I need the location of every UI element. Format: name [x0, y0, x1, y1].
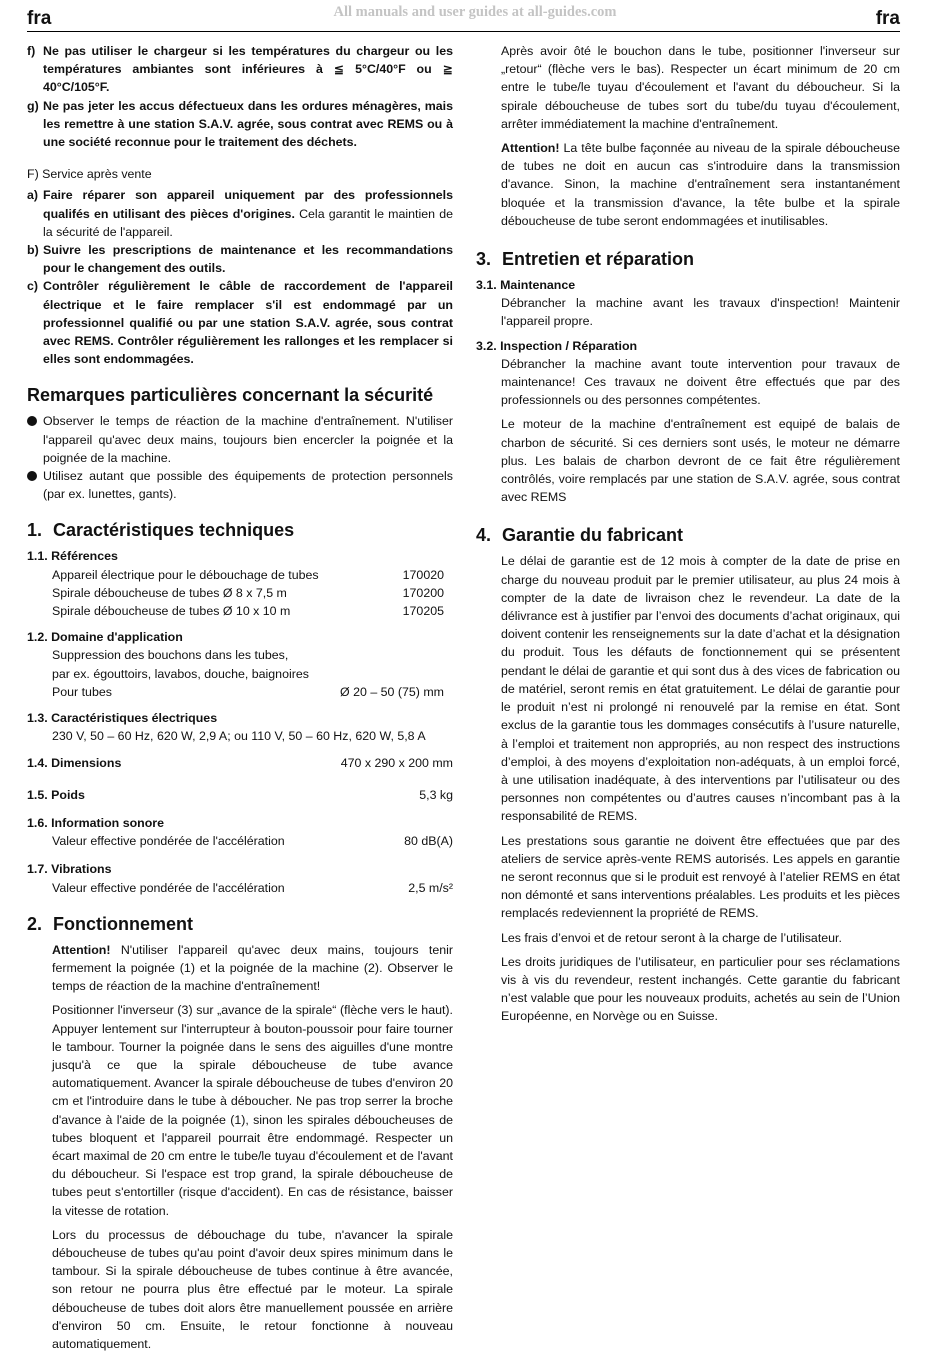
spec-row [27, 584, 453, 602]
spec-row-weight [27, 786, 453, 804]
paragraph: Débrancher la machine avant les travaux d'inspection! Maintenir l'appareil propre. [501, 296, 900, 329]
paragraph: Positionner l'inverseur (3) sur „avance de la spirale“ (flèche vers le haut). Appuyer lentement sur l'interrupteur à bouton-poussoir pour faire tourner le tambour. Tourner la poignée dans le sens des aiguilles d'une montre jusqu'à ce que la spirale déboucheuse de tube avance automatiquement. Avancer la spirale déboucheuse de tubes d'environ 20 cm et l'introduire dans le tube à déboucher. Ne pas trop serrer la broche d'avance à l'aide de la poignée (1), sinon les spirales déboucheuses de tubes bloquent et l'appareil pourrait être endommagé. Respecter un écart maximal de 20 cm entre le tube/le tuyau d'écoulement et de l'avant du déboucheur. Si l'espace est trop grand, la spirale déboucheuse de tubes peut s'entortiller (risque d'accident). En cas de résistance, baisser la vitesse de rotation. [52, 1003, 453, 1218]
paragraph: Les prestations sous garantie ne doivent être effectuées que par des ateliers de service après-vente REMS autorisés. Les appels en garantie ne seront reconnus que si le produit est renvoyé à l’atelier REMS en état non démonté et sans interventions préalables. Les produits et les pièces remplacés redeviennent la propriété de REMS. [501, 833, 900, 921]
spec-row [27, 566, 453, 584]
list-marker: f) [27, 44, 36, 58]
safety-remarks-heading: Remarques particulières concernant la sécurité [27, 385, 434, 406]
list-item-bold-text: Faire réparer son appareil uniquement par des professionnels qualifés en utilisant des pièces d'origines. [43, 188, 453, 221]
list-item-text: Contrôler régulièrement le câble de raccordement de l'appareil électrique et le faire remplacer s'il est endommagé par un professionnel qualifié ou par une station S.A.V. agrée, sous contrat avec REMS. Contrôler régulièrement les rallonges et les remplacer si elles sont endommagées. [43, 279, 453, 367]
spec-row [27, 879, 453, 897]
section-4-heading [476, 524, 900, 546]
list-item-f [27, 42, 453, 97]
section-number: 1. [27, 520, 43, 541]
subsection-references: 1.1. Références [27, 549, 118, 564]
section-number: 3. [476, 249, 492, 270]
list-marker: g) [27, 98, 39, 113]
list-item-g [27, 97, 453, 152]
spec-value: 170205 [402, 604, 444, 619]
right-column [476, 42, 900, 1032]
spec-value: 5,3 kg [419, 787, 453, 802]
subsection-dimensions: 1.4. Dimensions [27, 755, 122, 770]
paragraph: Le délai de garantie est de 12 mois à compter de la date de prise en charge du nouveau produit par le premier utilisateur, au plus 24 mois à compter de la date de livraison chez le revendeur. La date de la délivrance est à justifier par l’envoi des documents d’achat originaux, qui doivent contenir les renseignements sur la date d’achat et la désignation du produit. Tous les défauts de fonctionnement qui se présentent pendant le délai de garantie et qui sont dus à des vices de fabrication ou de matériel, seront remis en état gratuitement. Le délai de garantie pour le produit n’est ni prolongé ni renouvelé par la remise en état. Sont exclus de la garantie tous les dommages consécutifs à l’usure naturelle, à l’emploi et traitement non appropriés, au non respect des instructions d’emploi, à des moyens d’exploitation non-adéquats, à un emploi forcé, à une utilisation inadéquate, à des interventions par l’utilisateur ou des personnes non compétentes ou d’autres causes n’incombant pas à la responsabilité de REMS. [501, 554, 900, 824]
subsection-application: 1.2. Domaine d'application [27, 630, 183, 645]
application-line: Suppression des bouchons dans les tubes, [52, 648, 289, 663]
spec-row [27, 683, 453, 701]
attention-label: Attention! [501, 141, 560, 156]
paragraph: Après avoir ôté le bouchon dans le tube, positionner l'inverseur sur „retour“ (flèche vers le bas). Respecter un écart minimum de 20 cm entre le tube/le tuyau d'écoulement et l'avant du déboucheur. Si la spirale déboucheuse de tubes sort du tube/du tuyau d'écoulement, arrêter immédiatement la machine d'entraînement. [501, 44, 900, 131]
subsection-inspection: 3.2. Inspection / Réparation [476, 338, 638, 353]
spec-label: Valeur effective pondérée de l'accélération [52, 880, 285, 895]
section-title: Entretien et réparation [502, 249, 695, 270]
electrical-spec: 230 V, 50 – 60 Hz, 620 W, 2,9 A; ou 110 V, 50 – 60 Hz, 620 W, 5,8 A [52, 729, 426, 744]
bullet-item [27, 412, 453, 467]
bullet-text: Utilisez autant que possible des équipements de protection personnels (par ex. lunettes, gants). [43, 469, 453, 502]
paragraph: Le moteur de la machine d'entraînement est equipé de balais de charbon de sécurité. Si ces derniers sont usés, le moteur ne démarre plus. Les balais de charbon devront de ce fait être régulièrement contrôlés, voire remplacés par une station de S.A.V. agrée, sous contrat avec REMS [501, 417, 900, 505]
bullet-text: Observer le temps de réaction de la machine d'entraînement. N'utiliser l'appareil qu'avec deux mains, toujours bien encercler la poignée et la poignée de la machine. [43, 414, 453, 465]
section-title: Caractéristiques techniques [53, 520, 295, 541]
spec-value: Ø 20 – 50 (75) mm [340, 684, 444, 699]
section-title: Fonctionnement [53, 913, 193, 934]
left-column [27, 42, 453, 1359]
list-item-text: Ne pas utiliser le chargeur si les températures du chargeur ou les températures ambiantes sont inférieures à ≦ 5°C/40°F ou ≧ 40°C/105°F. [43, 44, 453, 95]
spec-value: 2,5 m/s² [408, 880, 453, 895]
list-item-text: Suivre les prescriptions de maintenance et les recommandations pour le changement des outils. [43, 243, 453, 276]
list-marker: a) [27, 188, 39, 203]
paragraph [476, 139, 900, 230]
list-item-service-a [27, 186, 453, 241]
list-item-service-b [27, 241, 453, 277]
section-number: 2. [27, 913, 43, 934]
bullet-dot-icon [27, 471, 37, 481]
paragraph-text: La tête bulbe façonnée au niveau de la spirale déboucheuse de tubes ne doit en aucun cas s'introduire dans la transmission d'avance. Sinon, la machine d'entraînement sera instantanément bloquée et la transmission d'avance, la tête bulbe et la spirale déboucheuse de tube seront endommagées et inutilisables. [501, 141, 900, 228]
subsection-sound: 1.6. Information sonore [27, 815, 165, 830]
section-number: 4. [476, 525, 492, 546]
section-title: Garantie du fabricant [502, 525, 684, 546]
spec-row [27, 832, 453, 850]
subsection-electrical: 1.3. Caractéristiques électriques [27, 711, 218, 726]
application-line: par ex. égouttoirs, lavabos, douche, baignoires [52, 666, 309, 681]
spec-label: Appareil électrique pour le débouchage de tubes [52, 567, 319, 582]
spec-label: Spirale déboucheuse de tubes Ø 8 x 7,5 m [52, 585, 287, 600]
spec-label: Pour tubes [52, 684, 112, 699]
header-rule [27, 31, 900, 32]
spec-value: 170200 [402, 585, 444, 600]
list-item-text: Ne pas jeter les accus défectueux dans les ordures ménagères, mais les remettre à une station S.A.V. agrée, sous contrat avec REMS ou à une société reconnue pour le traitement des déchets. [43, 98, 453, 150]
bullet-item [27, 467, 453, 503]
spec-label: Spirale déboucheuse de tubes Ø 10 x 10 m [52, 604, 291, 619]
spec-row-dimensions [27, 754, 453, 772]
section-2-heading [27, 913, 453, 935]
paragraph: Lors du processus de débouchage du tube, n'avancer la spirale déboucheuse de tubes qu'au point d'avoir deux spires minimum dans le tambour. Si la spirale déboucheuse de tubes continue à être avancée, son retour ne pourra plus être effectué par le moteur. La spirale déboucheuse de tubes doit alors être manuellement poussée en arrière d'environ 50 cm. Ensuite, le retour fonctionne à nouveau automatiquement. [52, 1227, 453, 1351]
section-3-heading [476, 248, 900, 270]
paragraph [27, 941, 453, 996]
subsection-weight: 1.5. Poids [27, 787, 85, 802]
paragraph: Débrancher la machine avant toute intervention pour travaux de maintenance! Ces travaux ne doivent être effectués que par des professionnels ou des personnes compétentes. [501, 356, 900, 408]
paragraph: Les frais d’envoi et de retour seront à la charge de l’utilisateur. [501, 930, 842, 945]
subsection-vibrations: 1.7. Vibrations [27, 862, 112, 877]
spec-value: 470 x 290 x 200 mm [340, 755, 453, 770]
spec-label: Valeur effective pondérée de l'accélération [52, 834, 285, 849]
list-marker: c) [27, 279, 39, 294]
bullet-dot-icon [27, 416, 37, 426]
list-marker: b) [27, 243, 39, 258]
list-item-service-c [27, 277, 453, 368]
paragraph-text: N'utiliser l'appareil qu'avec deux mains, toujours tenir fermement la poignée (1) et la poignée de la machine (2). Observer le temps de réaction de la machine d'entraînement! [52, 942, 453, 994]
spec-value: 170020 [402, 567, 444, 582]
language-label-left: fra [27, 8, 52, 29]
paragraph: Les droits juridiques de l’utilisateur, en particulier pour ses réclamations vis à vis du revendeur, restent inchangés. Cette garantie du fabricant n’est valable que pour les nouveaux produits, achetés au sein de l’Union Européenne, en Norvège ou en Suisse. [501, 954, 900, 1024]
attention-label: Attention! [52, 942, 111, 957]
service-heading: F) Service après vente [27, 167, 152, 182]
page-header [0, 0, 950, 40]
watermark: All manuals and user guides at all-guides.com [333, 4, 617, 20]
spec-row [27, 602, 453, 620]
language-label-right: fra [875, 8, 900, 29]
subsection-maintenance: 3.1. Maintenance [476, 278, 576, 293]
section-1-heading [27, 519, 453, 541]
list-item-text: Cela garantit le maintien de la sécurité de l'appareil. [43, 206, 453, 239]
spec-value: 80 dB(A) [404, 834, 453, 849]
